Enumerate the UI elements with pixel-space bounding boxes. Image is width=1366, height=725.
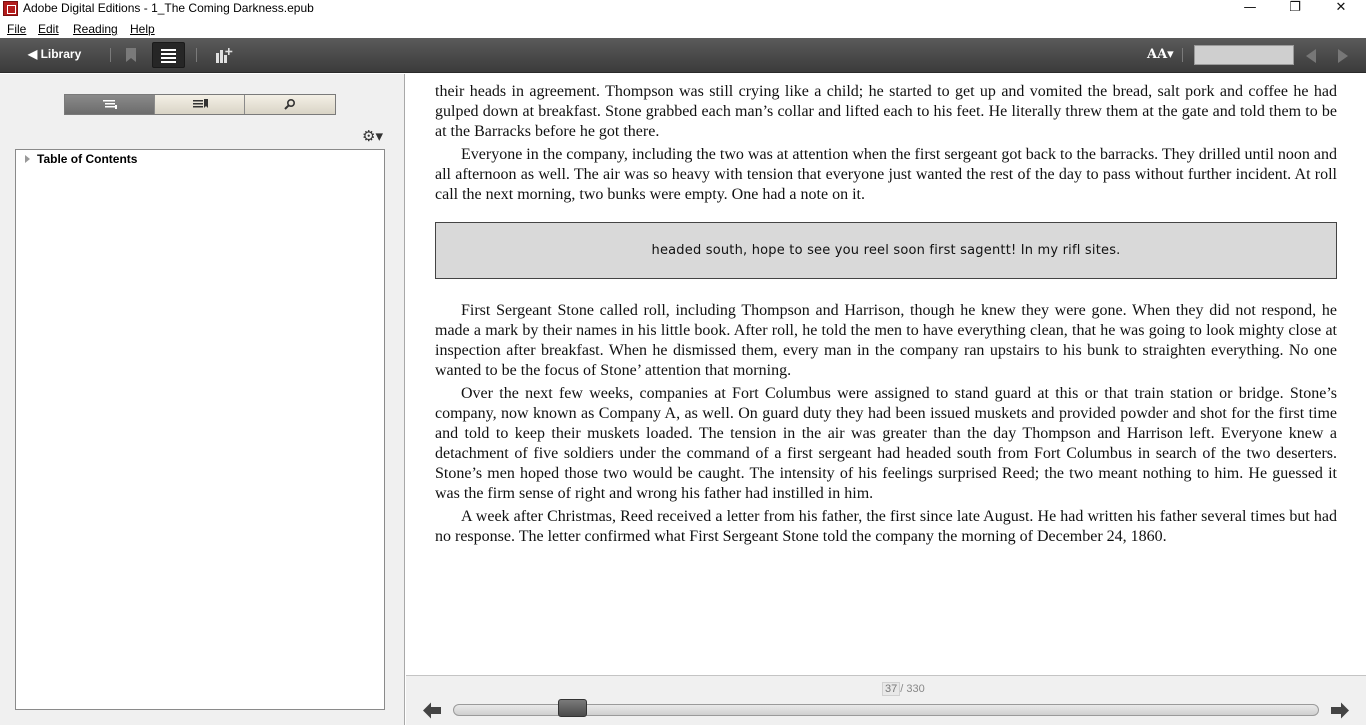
- toolbar-divider: [196, 48, 197, 62]
- menu-file[interactable]: File: [7, 22, 27, 36]
- toolbar-divider: [110, 48, 111, 62]
- toc-toggle-button[interactable]: [152, 42, 185, 68]
- reading-stats-icon[interactable]: [215, 47, 233, 63]
- tab-table-of-contents[interactable]: [65, 95, 155, 114]
- window-title: Adobe Digital Editions - 1_The Coming Darkness.epub: [23, 1, 314, 15]
- app-logo-icon: [3, 1, 18, 16]
- menu-bar: [0, 19, 1366, 38]
- toc-panel: [15, 149, 385, 710]
- bookmark-list-icon: [192, 99, 208, 110]
- library-button[interactable]: ◀ Library: [28, 47, 82, 61]
- toc-list-icon: [152, 42, 185, 68]
- next-page-arrow-icon[interactable]: [1331, 702, 1349, 719]
- tab-bookmarks[interactable]: [155, 95, 245, 114]
- paragraph: Over the next few weeks, companies at Fort Columbus were assigned to stand guard at this or that train station or bridge. Stone’s company, now known as Company A, as well. On guard duty they had been issued muskets and provided powder and shot for the first time and told to keep their muskets loaded. The tension in the air was greater than the day Thompson and Harrison left. Everyone knew a detachment of five soldiers under the command of a first sergeant had headed south from Fort Columbus in search of the two deserters. Stone’s men hoped those two would be caught. The intensity of his feelings surprised Reed; the two meant nothing to him. He guessed it was the firm sense of right and wrong his father had instilled in him.: [435, 385, 1337, 502]
- menu-reading[interactable]: Reading: [73, 22, 118, 36]
- toc-list-icon: [102, 99, 118, 110]
- maximize-button[interactable]: ❐: [1289, 0, 1301, 15]
- current-page-field[interactable]: 37: [882, 682, 900, 696]
- total-pages: / 330: [900, 683, 925, 695]
- search-icon: [282, 99, 298, 110]
- toc-root-item[interactable]: Table of Contents: [37, 152, 138, 166]
- paragraph: Everyone in the company, including the two was at attention when the first sergeant got back to the barracks. They drilled until noon and all afternoon as well. The air was so heavy with tension that everyone just wanted the rest of the day to pass without further incident. At roll call the next morning, two bunks were empty. One had a note on it.: [435, 146, 1337, 203]
- previous-page-arrow-icon[interactable]: [423, 702, 441, 719]
- title-bar: [0, 0, 1366, 19]
- sidebar: [0, 74, 405, 725]
- expand-arrow-icon[interactable]: [25, 155, 30, 163]
- close-button[interactable]: ✕: [1335, 0, 1347, 15]
- menu-help[interactable]: Help: [130, 22, 155, 36]
- paragraph: First Sergeant Stone called roll, including Thompson and Harrison, though he knew they were gone. When they did not respond, he made a mark by their names in his little book. After roll, he told the men to have everything clean, that he was going to look mighty close at inspection after breakfast. When he dismissed them, every man in the company ran upstairs to his bunk to straighten everything. No one wanted to be the focus of Stone’ attention that morning.: [435, 302, 1337, 379]
- menu-edit[interactable]: Edit: [38, 22, 59, 36]
- tab-search[interactable]: [245, 95, 335, 114]
- toolbar-divider: [1182, 48, 1183, 62]
- paragraph: their heads in agreement. Thompson was still crying like a child; he started to get up and vomited the bread, salt pork and coffee he had gulped down at breakfast. Stone grabbed each man’s collar and lifted each to his feet. He literally threw them at the gate and told them to be at the Barracks before he got there.: [435, 83, 1337, 140]
- page-navigation-bar: [406, 675, 1366, 725]
- paragraph: A week after Christmas, Reed received a letter from his father, the first since late August. He had written his father several times but had no response. The letter confirmed what First Sergeant Stone told the company the morning of December 24, 1860.: [435, 508, 1337, 545]
- page-indicator: [882, 682, 925, 696]
- note-text: headed south, hope to see you reel soon first sagentt! In my rifl sites.: [651, 242, 1121, 258]
- next-result-icon[interactable]: [1338, 49, 1348, 63]
- search-input[interactable]: [1194, 45, 1294, 65]
- minimize-button[interactable]: —: [1243, 0, 1257, 15]
- book-page: [435, 82, 1337, 550]
- sidebar-tab-group: [64, 94, 336, 115]
- toolbar: [0, 38, 1366, 73]
- bookmark-icon[interactable]: [126, 48, 136, 62]
- font-size-button[interactable]: AA▾: [1147, 47, 1174, 62]
- handwritten-note: [435, 222, 1337, 279]
- prev-result-icon[interactable]: [1306, 49, 1316, 63]
- slider-thumb[interactable]: [558, 699, 587, 717]
- settings-gear-icon[interactable]: ⚙▾: [362, 127, 383, 145]
- reading-pane: [406, 74, 1366, 675]
